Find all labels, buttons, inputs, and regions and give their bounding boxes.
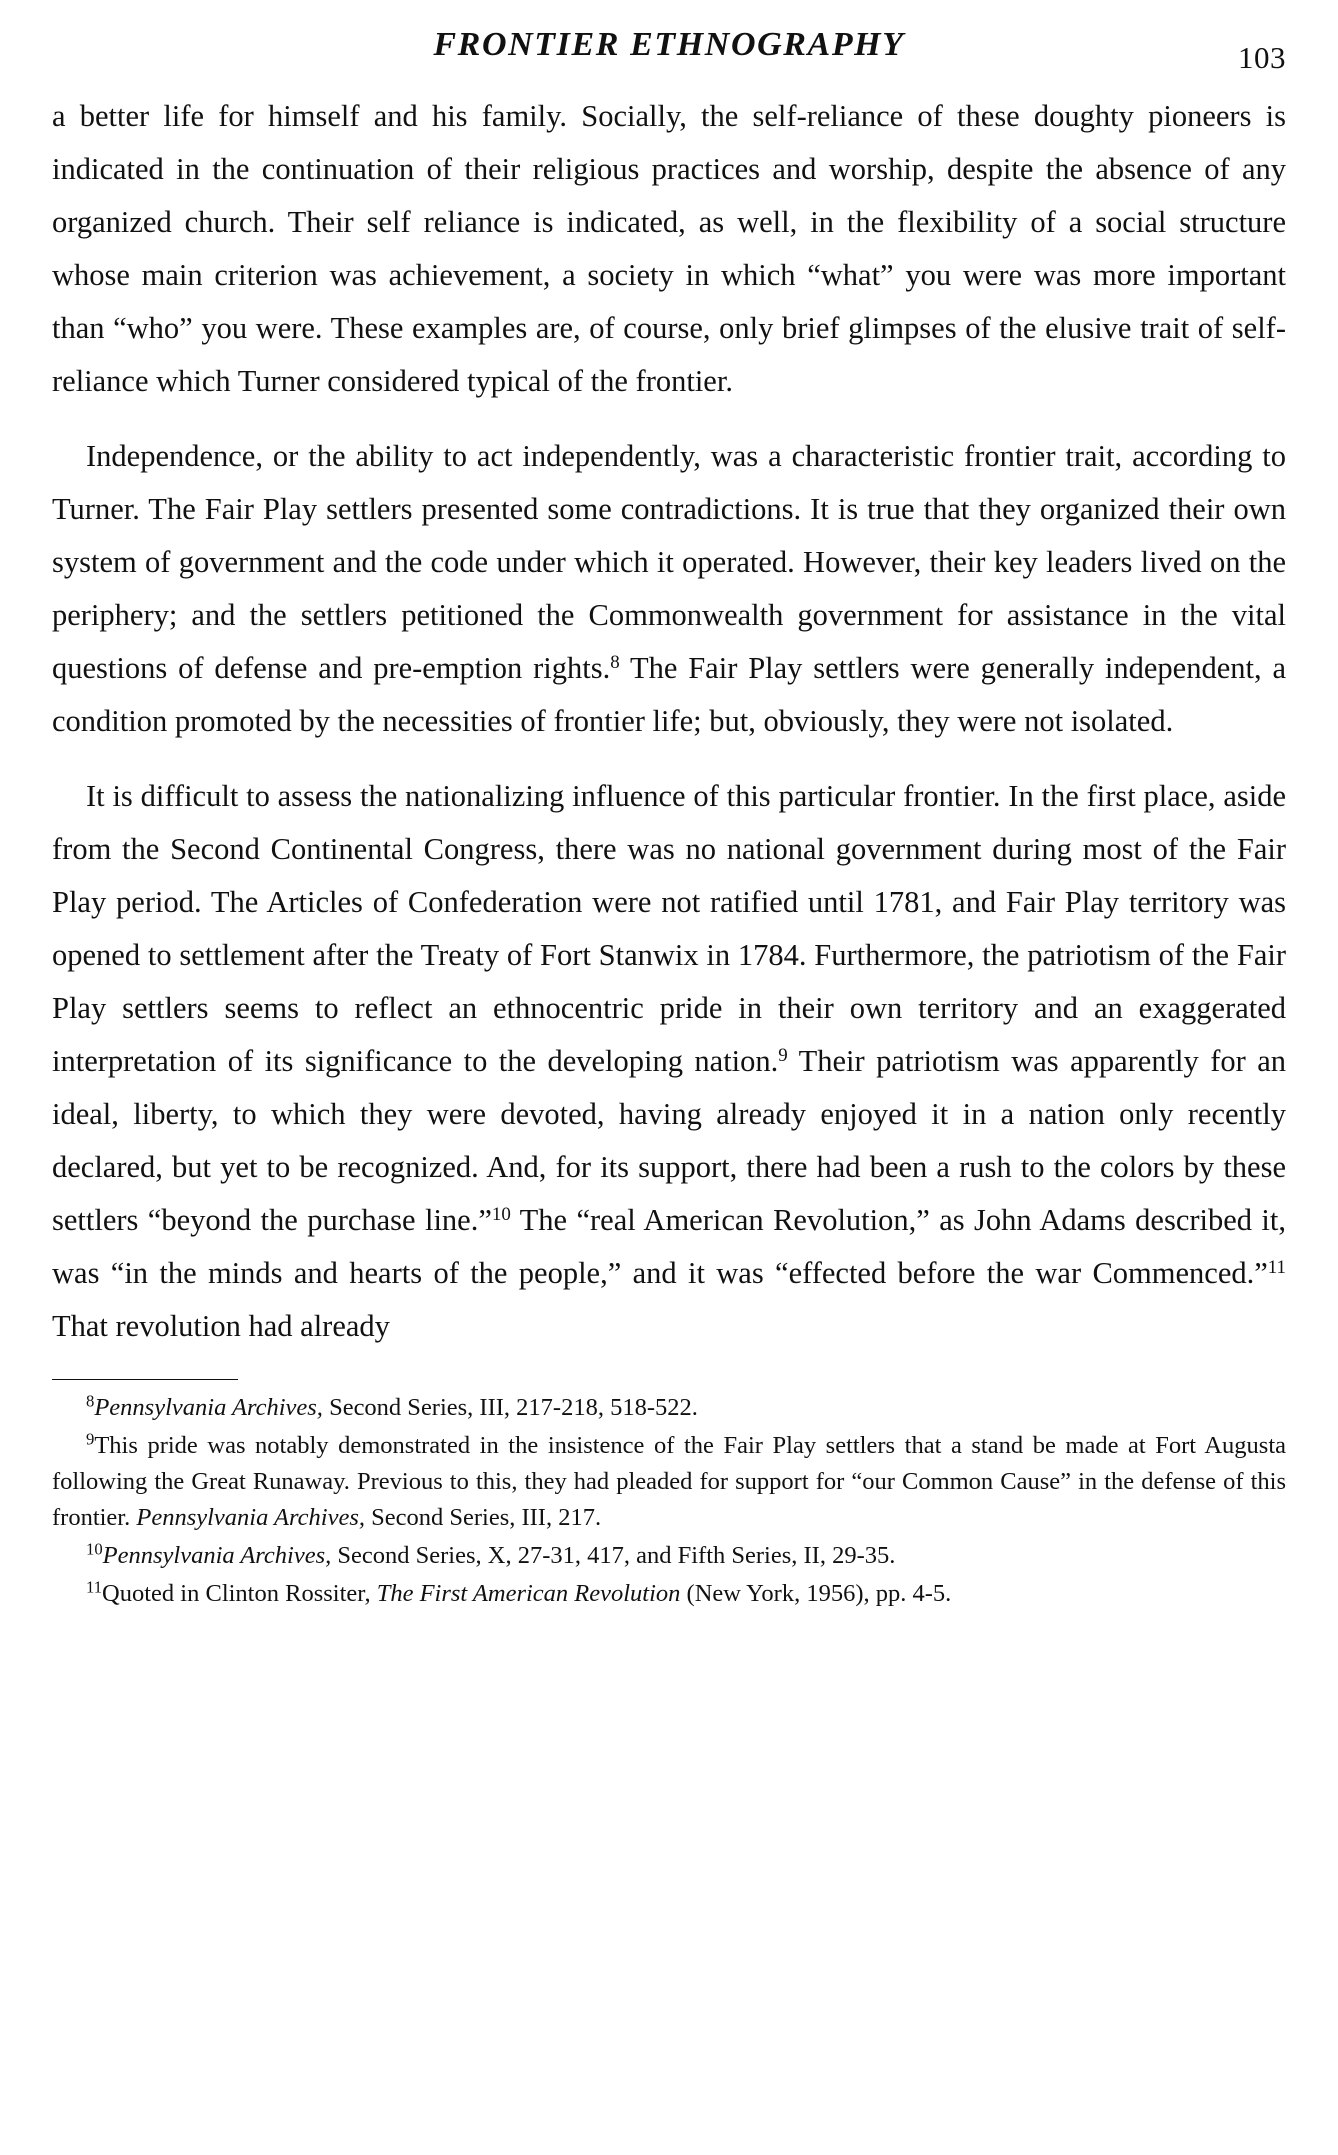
footnote-10-text: Second Series, X, 27-31, 417, and Fifth Series, II, 29-35. <box>331 1542 896 1569</box>
footnote-8-italic: Pennsylvania Archives, <box>94 1394 323 1421</box>
footnote-number-11: 11 <box>86 1577 103 1597</box>
paragraph-3-text: It is difficult to assess the nationalizing influence of this particular frontier. In the first place, aside from the Second Continental Congress, there was no national government during most of the Fair Play period. The Articles of Confederation were not ratified until 1781, and Fair Play territory was opened to settlement after the Treaty of Fort Stanwix in 1784. Furthermore, the patriotism of the Fair Play settlers seems to reflect an ethnocentric pride in their own territory and an exaggerated interpretation of its significance to the developing nation. <box>52 779 1286 1078</box>
footnote-10 <box>52 1538 1286 1574</box>
footnote-8-text: Second Series, III, 217-218, 518-522. <box>322 1394 698 1421</box>
running-head <box>52 26 1286 84</box>
footnote-marker-9: 9 <box>778 1045 788 1067</box>
paragraph-3-tail-b: The “real American Revolution,” as John Adams described it, was “in the minds and hearts of the people,” and it was “effected before the war Commenced.” <box>52 1203 1287 1290</box>
page-number: 103 <box>1238 40 1286 75</box>
footnote-marker-8: 8 <box>610 652 620 674</box>
paragraph-1-text: a better life for himself and his family. Socially, the self-reliance of these doughty pioneers is indicated in the continuation of their religious practices and worship, despite the absence of any organized church. Their self reliance is indicated, as well, in the flexibility of a social structure whose main criterion was achievement, a society in which “what” you were was more important than “who” you were. These examples are, of course, only brief glimpses of the elusive trait of self-reliance which Turner considered typical of the frontier. <box>52 99 1286 398</box>
footnote-11 <box>52 1576 1286 1612</box>
paragraph-2-text: Independence, or the ability to act independently, was a characteristic frontier trait, according to Turner. The Fair Play settlers presented some contradictions. It is true that they organized their own system of government and the code under which it operated. However, their key leaders lived on the periphery; and the settlers petitioned the Commonwealth government for assistance in the vital questions of defense and pre-emption rights. <box>52 439 1286 685</box>
footnote-separator <box>52 1379 238 1380</box>
footnote-number-8: 8 <box>86 1391 95 1411</box>
paragraph-1 <box>52 90 1286 408</box>
footnote-11-text2: (New York, 1956), pp. 4-5. <box>680 1580 952 1607</box>
paragraph-2 <box>52 430 1286 748</box>
footnotes <box>52 1390 1286 1612</box>
footnote-9-text: This pride was notably demonstrated in the insistence of the Fair Play settlers that a stand be made at Fort Augusta following the Great Runaway. Previous to this, they had pleaded for support for “our Common Cause” in the defense of this frontier. <box>52 1432 1286 1531</box>
footnote-10-italic: Pennsylvania Archives, <box>102 1542 332 1569</box>
footnote-8 <box>52 1390 1286 1426</box>
footnote-number-10: 10 <box>86 1539 103 1559</box>
footnote-marker-11: 11 <box>1267 1257 1286 1279</box>
footnote-9 <box>52 1428 1286 1536</box>
paragraph-3 <box>52 770 1286 1353</box>
paragraph-3-tail-a: Their patriotism was apparently for an ideal, liberty, to which they were devoted, having already enjoyed it in a nation only recently declared, but yet to be recognized. And, for its support, there had been a rush to the colors by these settlers “beyond the purchase line.” <box>52 1044 1286 1237</box>
footnote-9-text2: Second Series, III, 217. <box>364 1504 602 1531</box>
footnote-9-italic: Pennsylvania Archives, <box>136 1504 365 1531</box>
footnote-11-italic: The First American Revolution <box>376 1580 681 1607</box>
footnote-11-text: Quoted in Clinton Rossiter, <box>102 1580 377 1607</box>
footnote-marker-10: 10 <box>491 1204 511 1226</box>
paragraph-3-tail-c: That revolution had already <box>52 1309 390 1343</box>
page-title: FRONTIER ETHNOGRAPHY <box>433 26 905 63</box>
footnote-number-9: 9 <box>86 1429 95 1449</box>
body-text <box>52 90 1286 1353</box>
paragraph-2-tail: The Fair Play settlers were generally independent, a condition promoted by the necessities of frontier life; but, obviously, they were not isolated. <box>52 651 1286 738</box>
